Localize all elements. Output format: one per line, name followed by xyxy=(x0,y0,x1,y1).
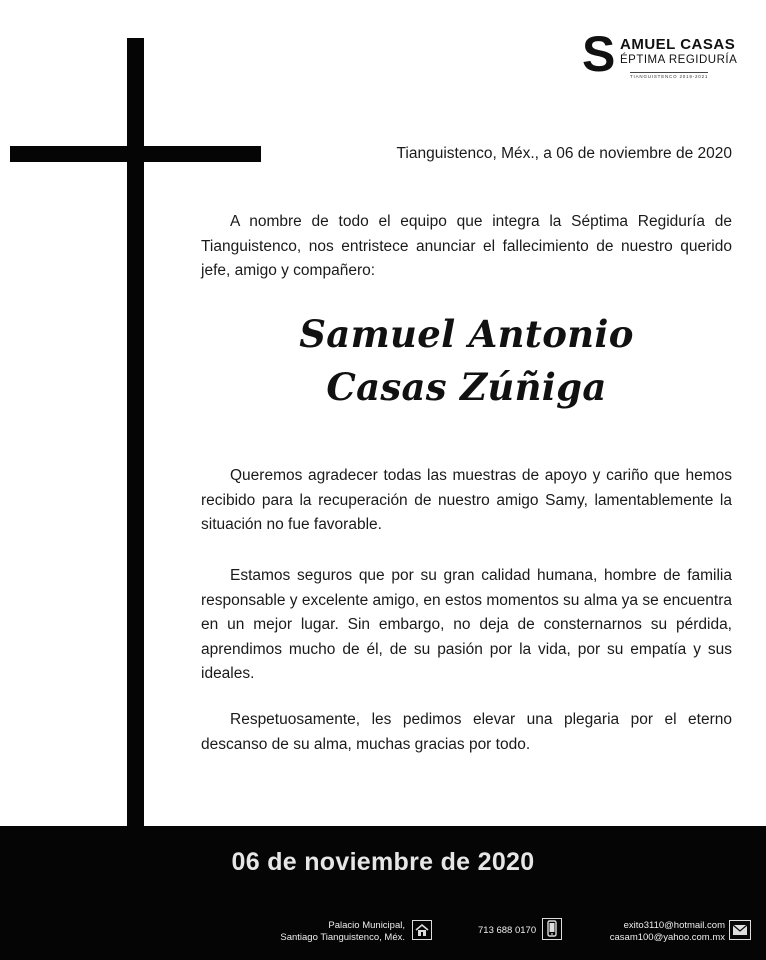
tribute-text: Estamos seguros que por su gran calidad humana, hombre de familia responsable y excelente amigo, en estos momentos su alma ya se encuentra en un mejor lugar. Sin embargo, no deja de consternarnos su pérdida, aprendimos mucho de él, de su pasión por la vida, por su empatía y sus ideales. xyxy=(201,567,732,682)
logo-office: ÉPTIMA REGIDURÍA xyxy=(620,54,738,66)
footer-date: 06 de noviembre de 2020 xyxy=(231,848,535,876)
announcement-paragraph xyxy=(201,210,732,284)
deceased-name-line1: Samuel Antonio xyxy=(299,312,634,356)
place-date: Tianguistenco, Méx., a 06 de noviembre de 2020 xyxy=(396,145,732,162)
logo-period: TIANGUISTENCO 2019-2021 xyxy=(630,74,709,79)
envelope-icon xyxy=(729,920,751,940)
email-1: exito3110@hotmail.com xyxy=(623,920,725,931)
house-icon xyxy=(412,920,432,940)
closing-text: Respetuosamente, les pedimos elevar una plegaria por el eterno descanso de su alma, muchas gracias por todo. xyxy=(201,711,732,753)
footer-emails xyxy=(610,920,725,944)
email-2: casam100@yahoo.com.mx xyxy=(609,932,725,943)
footer xyxy=(0,826,766,960)
footer-phone: 713 688 0170 xyxy=(478,925,537,936)
closing-paragraph xyxy=(201,708,732,757)
cross-horizontal-bar xyxy=(10,146,261,162)
logo-name: AMUEL CASAS xyxy=(620,36,736,53)
footer-address xyxy=(280,920,405,944)
deceased-name xyxy=(201,308,732,414)
logo xyxy=(582,26,738,82)
deceased-name-line2: Casas Zúñiga xyxy=(326,365,607,409)
address-line1: Palacio Municipal, xyxy=(328,920,405,931)
address-line2: Santiago Tianguistenco, Méx. xyxy=(280,932,405,943)
gratitude-paragraph xyxy=(201,464,732,538)
mobile-phone-icon xyxy=(542,918,562,940)
gratitude-text: Queremos agradecer todas las muestras de apoyo y cariño que hemos recibido para la recuperación de nuestro amigo Samy, lamentablemente la situación no fue favorable. xyxy=(201,467,732,533)
logo-initial: S xyxy=(582,26,616,82)
announcement-text: A nombre de todo el equipo que integra la Séptima Regiduría de Tianguistenco, nos entristece anunciar el fallecimiento de nuestro querido jefe, amigo y compañero: xyxy=(201,213,732,279)
tribute-paragraph xyxy=(201,564,732,687)
